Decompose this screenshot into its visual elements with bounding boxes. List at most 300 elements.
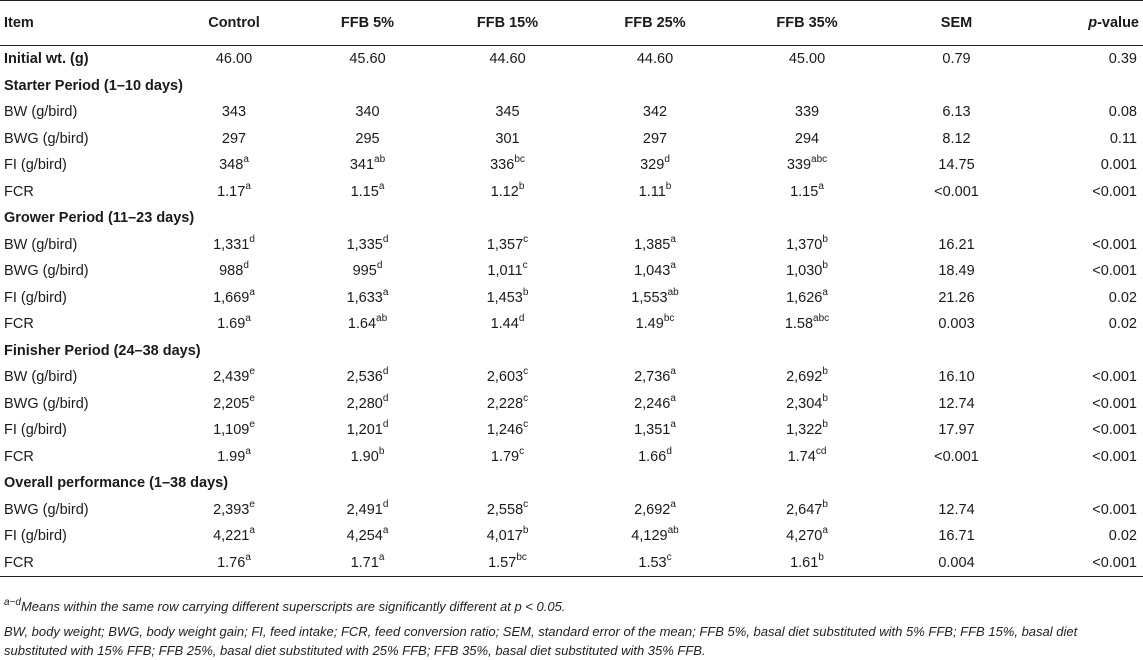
- sem-cell: 8.12: [942, 130, 971, 147]
- table-cell: [300, 497, 435, 524]
- cell-value: 301: [495, 130, 520, 147]
- cell-value: 2,205: [213, 395, 250, 412]
- cell-superscript: a: [249, 525, 255, 537]
- cell-value: 1.12: [490, 183, 519, 200]
- table-cell: [435, 232, 580, 259]
- row-label: FI (g/bird): [4, 528, 67, 545]
- table-cell: [300, 179, 435, 206]
- cell-value: 1.49: [635, 316, 664, 333]
- table-cell: [580, 497, 730, 524]
- p-value-cell: 0.02: [1108, 316, 1137, 333]
- table-cell: [300, 550, 435, 577]
- cell-superscript: a: [670, 260, 676, 272]
- table-row: [0, 46, 1143, 73]
- sem-cell: 16.10: [938, 369, 975, 386]
- table-cell: [300, 46, 435, 73]
- table-cell: [580, 523, 730, 550]
- row-label: FCR: [4, 316, 34, 333]
- table-cell: [168, 232, 300, 259]
- row-label: BW (g/bird): [4, 104, 78, 121]
- table-cell: [435, 311, 580, 338]
- cell-value: 1,331: [213, 236, 250, 253]
- sem-cell: 12.74: [938, 395, 975, 412]
- table-cell: [300, 391, 435, 418]
- cell-superscript: bc: [663, 313, 675, 325]
- sem-cell: 14.75: [938, 157, 975, 174]
- row-label: FCR: [0, 550, 168, 577]
- cell-superscript: a: [670, 233, 676, 245]
- cell-value: 1.61: [790, 554, 819, 571]
- table-cell: [435, 523, 580, 550]
- cell-superscript: d: [376, 260, 383, 272]
- row-label: BWG (g/bird): [4, 501, 89, 518]
- table-cell: [300, 311, 435, 338]
- cell-value: 2,304: [786, 395, 823, 412]
- cell-value: 1.74: [787, 448, 816, 465]
- cell-value: 294: [794, 130, 820, 147]
- table-cell: [730, 444, 884, 471]
- cell-value: 1,370: [786, 236, 823, 253]
- cell-value: 4,254: [346, 528, 383, 545]
- header-ffb-25: FFB 25%: [580, 1, 730, 46]
- p-value-cell: 0.39: [1108, 51, 1137, 68]
- cell-value: 336: [490, 157, 515, 174]
- table-cell: [435, 285, 580, 312]
- table-row: [0, 444, 1143, 471]
- header-p-rest: -value: [1097, 15, 1139, 31]
- cell-value: 2,736: [634, 369, 671, 386]
- cell-superscript: ab: [667, 286, 679, 298]
- header-ffb-5: FFB 5%: [300, 1, 435, 46]
- row-label: BWG (g/bird): [4, 395, 89, 412]
- cell-superscript: abc: [813, 313, 830, 325]
- cell-value: 1.15: [350, 183, 379, 200]
- table-cell: [730, 99, 884, 126]
- cell-value: 1.15: [790, 183, 819, 200]
- cell-superscript: d: [382, 392, 389, 404]
- cell-superscript: a: [249, 286, 255, 298]
- row-label: BWG (g/bird): [4, 263, 89, 280]
- p-value-cell: <0.001: [1092, 395, 1137, 412]
- cell-value: 1.66: [638, 448, 667, 465]
- table-cell: [730, 232, 884, 259]
- cell-value: 1,201: [346, 422, 383, 439]
- header-sem: SEM: [884, 1, 1029, 46]
- cell-superscript: ab: [667, 525, 679, 537]
- section-title: Finisher Period (24–38 days): [4, 342, 201, 359]
- sem-cell: 16.21: [938, 236, 975, 253]
- cell-superscript: d: [664, 154, 670, 166]
- sem-cell: 21.26: [938, 289, 975, 306]
- cell-superscript: a: [245, 445, 251, 457]
- cell-superscript: d: [382, 419, 389, 431]
- cell-value: 1,322: [786, 422, 823, 439]
- cell-value: 1,030: [786, 263, 823, 280]
- cell-superscript: a: [670, 392, 676, 404]
- p-value-cell: 0.08: [1108, 104, 1137, 121]
- significance-text: Means within the same row carrying different superscripts are significantly different at p < 0.05.: [20, 599, 566, 614]
- table-cell: [435, 444, 580, 471]
- table-cell: [435, 126, 580, 153]
- cell-value: 4,270: [786, 528, 823, 545]
- cell-superscript: a: [243, 154, 249, 166]
- table-cell: [580, 258, 730, 285]
- table-cell: [168, 391, 300, 418]
- sem-cell: 18.49: [938, 263, 975, 280]
- row-label: FCR: [4, 448, 34, 465]
- cell-superscript: b: [822, 498, 828, 510]
- cell-value: 4,017: [486, 528, 523, 545]
- superscript-marker: a−d: [4, 596, 21, 608]
- table-cell: [730, 550, 884, 577]
- section-header-row: [0, 338, 1143, 365]
- cell-superscript: a: [818, 180, 824, 192]
- table-row: [0, 417, 1143, 444]
- p-value-cell: <0.001: [1092, 183, 1137, 200]
- cell-value: 46.00: [215, 51, 253, 68]
- table-cell: [300, 285, 435, 312]
- table-cell: [168, 550, 300, 577]
- cell-value: 1.90: [350, 448, 379, 465]
- sem-cell: 17.97: [938, 422, 975, 439]
- table-cell: [435, 258, 580, 285]
- cell-value: 1.79: [490, 448, 520, 465]
- cell-value: 2,246: [634, 395, 671, 412]
- cell-value: 1,633: [346, 289, 383, 306]
- table-cell: [580, 152, 730, 179]
- table-cell: [435, 497, 580, 524]
- table-cell: [580, 444, 730, 471]
- table-cell: [300, 232, 435, 259]
- cell-value: 1,669: [213, 289, 250, 306]
- cell-value: 1.53: [638, 554, 667, 571]
- table-cell: [730, 126, 884, 153]
- significance-footnote: [4, 597, 1139, 616]
- cell-superscript: b: [822, 419, 828, 431]
- table-cell: [730, 179, 884, 206]
- table-cell: [300, 444, 435, 471]
- table-cell: [580, 311, 730, 338]
- cell-superscript: b: [522, 525, 529, 537]
- table-row: [0, 179, 1143, 206]
- section-header-row: [0, 205, 1143, 232]
- section-title: Overall performance (1–38 days): [4, 475, 229, 492]
- cell-superscript: b: [822, 366, 828, 378]
- table-cell: [435, 417, 580, 444]
- table-cell: [168, 417, 300, 444]
- sem-cell: 0.004: [884, 550, 1029, 577]
- cell-superscript: b: [818, 551, 824, 563]
- table-row: [0, 497, 1143, 524]
- cell-superscript: e: [249, 392, 255, 404]
- table-cell: [168, 497, 300, 524]
- table-cell: [168, 46, 300, 73]
- cell-superscript: a: [822, 525, 828, 537]
- cell-superscript: a: [245, 180, 251, 192]
- cell-value: 995: [352, 263, 377, 280]
- table-cell: [730, 311, 884, 338]
- cell-value: 4,129: [631, 528, 668, 545]
- cell-superscript: c: [666, 551, 672, 563]
- cell-value: 1.58: [784, 316, 814, 333]
- cell-value: 2,558: [486, 501, 524, 518]
- table-cell: [168, 523, 300, 550]
- cell-superscript: a: [670, 366, 676, 378]
- cell-superscript: b: [822, 233, 828, 245]
- cell-value: 2,491: [346, 501, 383, 518]
- table-cell: [168, 99, 300, 126]
- cell-value: 44.60: [636, 51, 674, 68]
- cell-value: 1,351: [634, 422, 671, 439]
- cell-value: 4,221: [213, 528, 250, 545]
- table-cell: [730, 364, 884, 391]
- cell-value: 348: [219, 157, 244, 174]
- cell-value: 2,280: [346, 395, 383, 412]
- section-header-row: [0, 470, 1143, 497]
- section-title: Starter Period (1–10 days): [4, 77, 183, 94]
- cell-superscript: cd: [815, 445, 827, 457]
- table-cell: [730, 152, 884, 179]
- cell-value: 339: [794, 104, 820, 121]
- table-row: [0, 311, 1143, 338]
- cell-value: 1,043: [634, 263, 671, 280]
- table-cell: [300, 523, 435, 550]
- cell-superscript: a: [378, 180, 385, 192]
- table-cell: [730, 417, 884, 444]
- table-cell: [168, 444, 300, 471]
- row-label: FI (g/bird): [4, 289, 67, 306]
- row-label: FI (g/bird): [4, 157, 67, 174]
- table-row: [0, 152, 1143, 179]
- p-value-cell: 0.02: [1108, 289, 1137, 306]
- cell-superscript: a: [378, 551, 385, 563]
- table-row: [0, 391, 1143, 418]
- table-row: [0, 258, 1143, 285]
- p-value-cell: <0.001: [1092, 448, 1137, 465]
- cell-value: 2,692: [634, 501, 671, 518]
- table-cell: [730, 46, 884, 73]
- cell-value: 1.11: [638, 183, 666, 200]
- p-value-cell: <0.001: [1092, 501, 1137, 518]
- sem-cell: 16.71: [938, 528, 975, 545]
- cell-value: 341: [349, 157, 375, 174]
- cell-value: 297: [642, 130, 668, 147]
- cell-superscript: d: [518, 313, 525, 325]
- cell-superscript: ab: [376, 313, 388, 325]
- cell-superscript: b: [518, 180, 525, 192]
- cell-value: 1,385: [634, 236, 671, 253]
- cell-superscript: d: [382, 366, 389, 378]
- table-cell: [730, 391, 884, 418]
- table-cell: [435, 550, 580, 577]
- cell-superscript: d: [243, 260, 249, 272]
- cell-superscript: a: [245, 313, 251, 325]
- section-header-row: [0, 73, 1143, 100]
- table-header: [0, 1, 1143, 46]
- table-cell: [580, 285, 730, 312]
- table-cell: [580, 179, 730, 206]
- cell-superscript: d: [382, 233, 389, 245]
- cell-value: 339: [786, 157, 812, 174]
- cell-superscript: c: [519, 445, 525, 457]
- table-cell: [435, 391, 580, 418]
- header-row: [0, 1, 1143, 46]
- table-cell: [300, 258, 435, 285]
- row-label: BW (g/bird): [4, 369, 78, 386]
- cell-value: 1.17: [217, 183, 246, 200]
- table-body: [0, 46, 1143, 577]
- cell-value: 340: [355, 104, 380, 121]
- cell-value: 345: [495, 104, 520, 121]
- cell-superscript: b: [378, 445, 385, 457]
- cell-superscript: a: [822, 286, 828, 298]
- cell-superscript: ab: [374, 154, 386, 166]
- cell-value: 295: [355, 130, 380, 147]
- cell-superscript: a: [382, 286, 389, 298]
- sem-cell: 6.13: [942, 104, 971, 121]
- sem-cell: 0.003: [938, 316, 975, 333]
- table-cell: [435, 364, 580, 391]
- cell-superscript: b: [522, 286, 529, 298]
- table-row: [0, 285, 1143, 312]
- cell-value: 1,626: [786, 289, 823, 306]
- cell-superscript: e: [249, 419, 255, 431]
- cell-value: 44.60: [489, 51, 526, 68]
- cell-value: 1,553: [631, 289, 668, 306]
- table-cell: [168, 258, 300, 285]
- cell-superscript: c: [523, 233, 529, 245]
- table-footnotes: [4, 597, 1139, 660]
- cell-value: 1.69: [217, 316, 246, 333]
- table-cell: [580, 99, 730, 126]
- row-label: FCR: [4, 183, 34, 200]
- p-value-cell: <0.001: [1092, 369, 1137, 386]
- cell-value: 1.71: [350, 554, 379, 571]
- p-value-cell: 0.02: [1108, 528, 1137, 545]
- table-cell: [580, 417, 730, 444]
- table-cell: [580, 550, 730, 577]
- table-cell: [168, 311, 300, 338]
- cell-superscript: bc: [516, 551, 527, 563]
- header-ffb-35: FFB 35%: [730, 1, 884, 46]
- table-cell: [730, 497, 884, 524]
- section-title: Grower Period (11–23 days): [4, 210, 195, 227]
- cell-value: 1,357: [486, 236, 524, 253]
- cell-value: 1.99: [217, 448, 246, 465]
- p-value-cell: <0.001: [1092, 422, 1137, 439]
- cell-value: 297: [221, 130, 247, 147]
- cell-value: 2,536: [346, 369, 383, 386]
- table-cell: [730, 258, 884, 285]
- table-cell: [168, 179, 300, 206]
- cell-value: 1,246: [486, 422, 524, 439]
- cell-value: 2,393: [213, 501, 250, 518]
- cell-superscript: e: [249, 366, 255, 378]
- cell-superscript: a: [670, 498, 676, 510]
- table-cell: [300, 152, 435, 179]
- header-item: Item: [0, 1, 168, 46]
- header-ffb-15: FFB 15%: [435, 1, 580, 46]
- header-control: Control: [168, 1, 300, 46]
- p-value-cell: <0.001: [1092, 236, 1137, 253]
- cell-superscript: c: [523, 498, 529, 510]
- table-cell: [580, 232, 730, 259]
- cell-value: 1,335: [346, 236, 383, 253]
- cell-superscript: c: [522, 260, 528, 272]
- table-row: [0, 126, 1143, 153]
- cell-value: 1.44: [490, 316, 519, 333]
- table-cell: [435, 179, 580, 206]
- cell-value: 1,109: [213, 422, 250, 439]
- row-label: BW (g/bird): [4, 236, 78, 253]
- table-cell: [300, 364, 435, 391]
- table-cell: [580, 126, 730, 153]
- abbreviations-footnote: BW, body weight; BWG, body weight gain; FI, feed intake; FCR, feed conversion ratio; SEM, standard error of the mean; FFB 5%, basal diet substituted with 5% FFB; FFB 15%, basal diet substituted with 15% FFB; FFB 25%, basal diet substituted with 25% FFB; FFB 35%, basal diet substituted with 35% FFB.: [4, 624, 1078, 658]
- cell-superscript: b: [665, 180, 672, 192]
- cell-value: 2,439: [213, 369, 250, 386]
- table-row: [0, 523, 1143, 550]
- table-cell: [580, 391, 730, 418]
- table-cell: [168, 285, 300, 312]
- table-cell: [168, 152, 300, 179]
- row-label: FI (g/bird): [4, 422, 67, 439]
- cell-value: 45.60: [349, 51, 386, 68]
- cell-value: 2,692: [786, 369, 823, 386]
- table-cell: [300, 99, 435, 126]
- p-value-cell: 0.11: [1109, 130, 1137, 147]
- cell-superscript: bc: [514, 154, 525, 166]
- cell-value: 2,228: [486, 395, 524, 412]
- cell-value: 988: [219, 263, 244, 280]
- table-row: [0, 364, 1143, 391]
- cell-value: 1.57: [488, 554, 517, 571]
- p-value-cell: <0.001: [1029, 550, 1143, 577]
- cell-value: 2,647: [786, 501, 823, 518]
- cell-value: 342: [642, 104, 668, 121]
- table-cell: [435, 46, 580, 73]
- cell-superscript: c: [523, 366, 529, 378]
- sem-cell: <0.001: [934, 448, 979, 465]
- table-cell: [435, 152, 580, 179]
- table-cell: [730, 285, 884, 312]
- cell-value: 1,011: [487, 263, 523, 280]
- header-p-italic: p: [1088, 15, 1098, 31]
- table-cell: [300, 126, 435, 153]
- table-row: [0, 232, 1143, 259]
- table-cell: [300, 417, 435, 444]
- table-cell: [580, 46, 730, 73]
- table-cell: [168, 364, 300, 391]
- cell-value: 1.64: [347, 316, 377, 333]
- cell-superscript: c: [523, 392, 529, 404]
- sem-cell: 0.79: [942, 51, 971, 68]
- cell-superscript: a: [382, 525, 389, 537]
- table-row: [0, 99, 1143, 126]
- sem-cell: <0.001: [934, 183, 979, 200]
- p-value-cell: 0.001: [1100, 157, 1137, 174]
- cell-value: 45.00: [788, 51, 826, 68]
- cell-superscript: a: [245, 551, 251, 563]
- cell-superscript: c: [523, 419, 529, 431]
- header-p-value: [1029, 1, 1143, 46]
- p-value-cell: <0.001: [1092, 263, 1137, 280]
- cell-superscript: d: [382, 498, 389, 510]
- table-cell: [168, 126, 300, 153]
- table-cell: [580, 364, 730, 391]
- cell-value: 329: [640, 157, 665, 174]
- cell-superscript: d: [249, 233, 255, 245]
- cell-value: 2,603: [486, 369, 524, 386]
